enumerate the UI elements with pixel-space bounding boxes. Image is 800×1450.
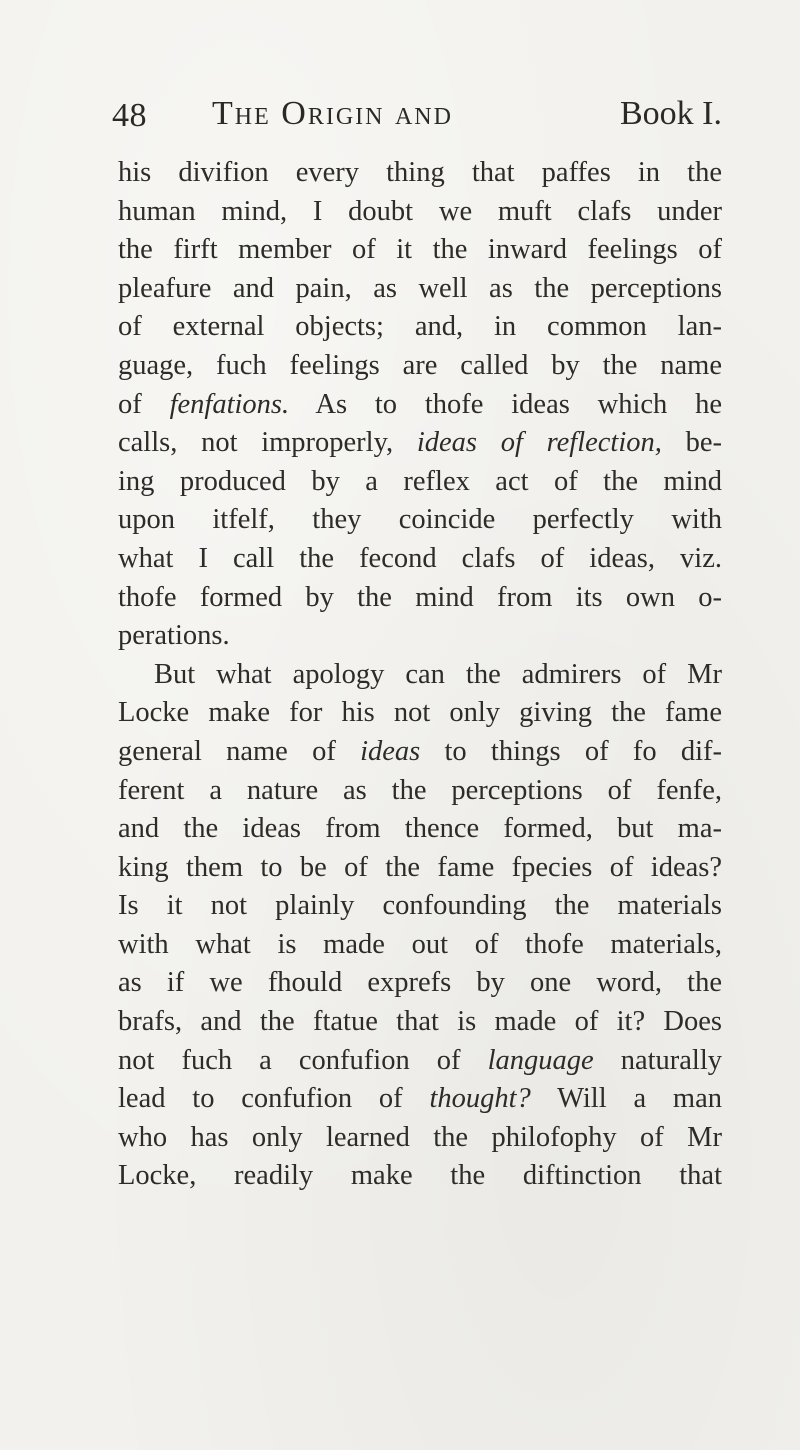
text-line: But what apology can the admirers of Mr [154, 658, 722, 690]
book-label: Book I. [620, 95, 722, 132]
page-header [112, 92, 722, 136]
text-line: pleafure and pain, as well as the perceptions [118, 272, 722, 304]
italic-term: thought? [429, 1083, 531, 1115]
text-line: brafs, and the ftatue that is made of it? Does [118, 1006, 722, 1038]
body-text [118, 154, 722, 1196]
text-line [118, 386, 722, 425]
text-run: be- [661, 427, 722, 459]
text-line: Locke, readily make the diftinction that [118, 1160, 722, 1192]
text-line: ferent a nature as the perceptions of fenfe, [118, 774, 722, 806]
text-line: of external objects; and, in common lan- [118, 311, 722, 343]
text-run: of [118, 388, 170, 420]
text-line: human mind, I doubt we muft clafs under [118, 195, 722, 227]
text-run: not fuch a confufion of [118, 1044, 488, 1076]
text-run: Will a man [530, 1083, 722, 1115]
text-run: naturally [593, 1044, 722, 1076]
text-line: Is it not plainly confounding the materials [118, 890, 722, 922]
text-line [118, 424, 722, 463]
text-line: as if we fhould exprefs by one word, the [118, 967, 722, 999]
text-line: and the ideas from thence formed, but ma- [118, 813, 722, 845]
text-run: As to thofe ideas which he [289, 388, 723, 420]
text-line: what I call the fecond clafs of ideas, viz. [118, 542, 722, 574]
page-number: 48 [112, 97, 147, 134]
text-line [118, 733, 722, 772]
text-line [118, 347, 722, 386]
text-line: Locke make for his not only giving the fame [118, 697, 722, 729]
text-line: thofe formed by the mind from its own o- [118, 581, 722, 613]
text-line: the firft member of it the inward feelings of [118, 234, 722, 266]
text-line: his divifion every thing that paffes in the [118, 157, 722, 188]
text-run: guage, fuch feelings are called by the name [118, 349, 722, 381]
text-run: lead to confufion of [118, 1083, 430, 1115]
text-line: upon itfelf, they coincide perfectly with [118, 504, 722, 536]
text-line: who has only learned the philofophy of Mr [118, 1121, 722, 1153]
text-run: general name of [118, 735, 361, 767]
text-line: king them to be of the fame fpecies of ideas? [118, 851, 722, 883]
italic-term: ideas of reflection, [416, 427, 662, 459]
italic-term: ideas [360, 735, 421, 767]
text-line [118, 1042, 722, 1081]
italic-term: fenfations. [169, 388, 290, 420]
italic-term: language [487, 1044, 594, 1076]
text-run: calls, not improperly, [118, 427, 417, 459]
text-run: to things of fo dif- [420, 735, 722, 767]
text-line: perations. [118, 620, 230, 652]
text-line: ing produced by a reflex act of the mind [118, 465, 722, 497]
text-line [118, 1080, 722, 1119]
running-title: The Origin and [212, 95, 453, 132]
text-line: with what is made out of thofe materials, [118, 928, 722, 960]
